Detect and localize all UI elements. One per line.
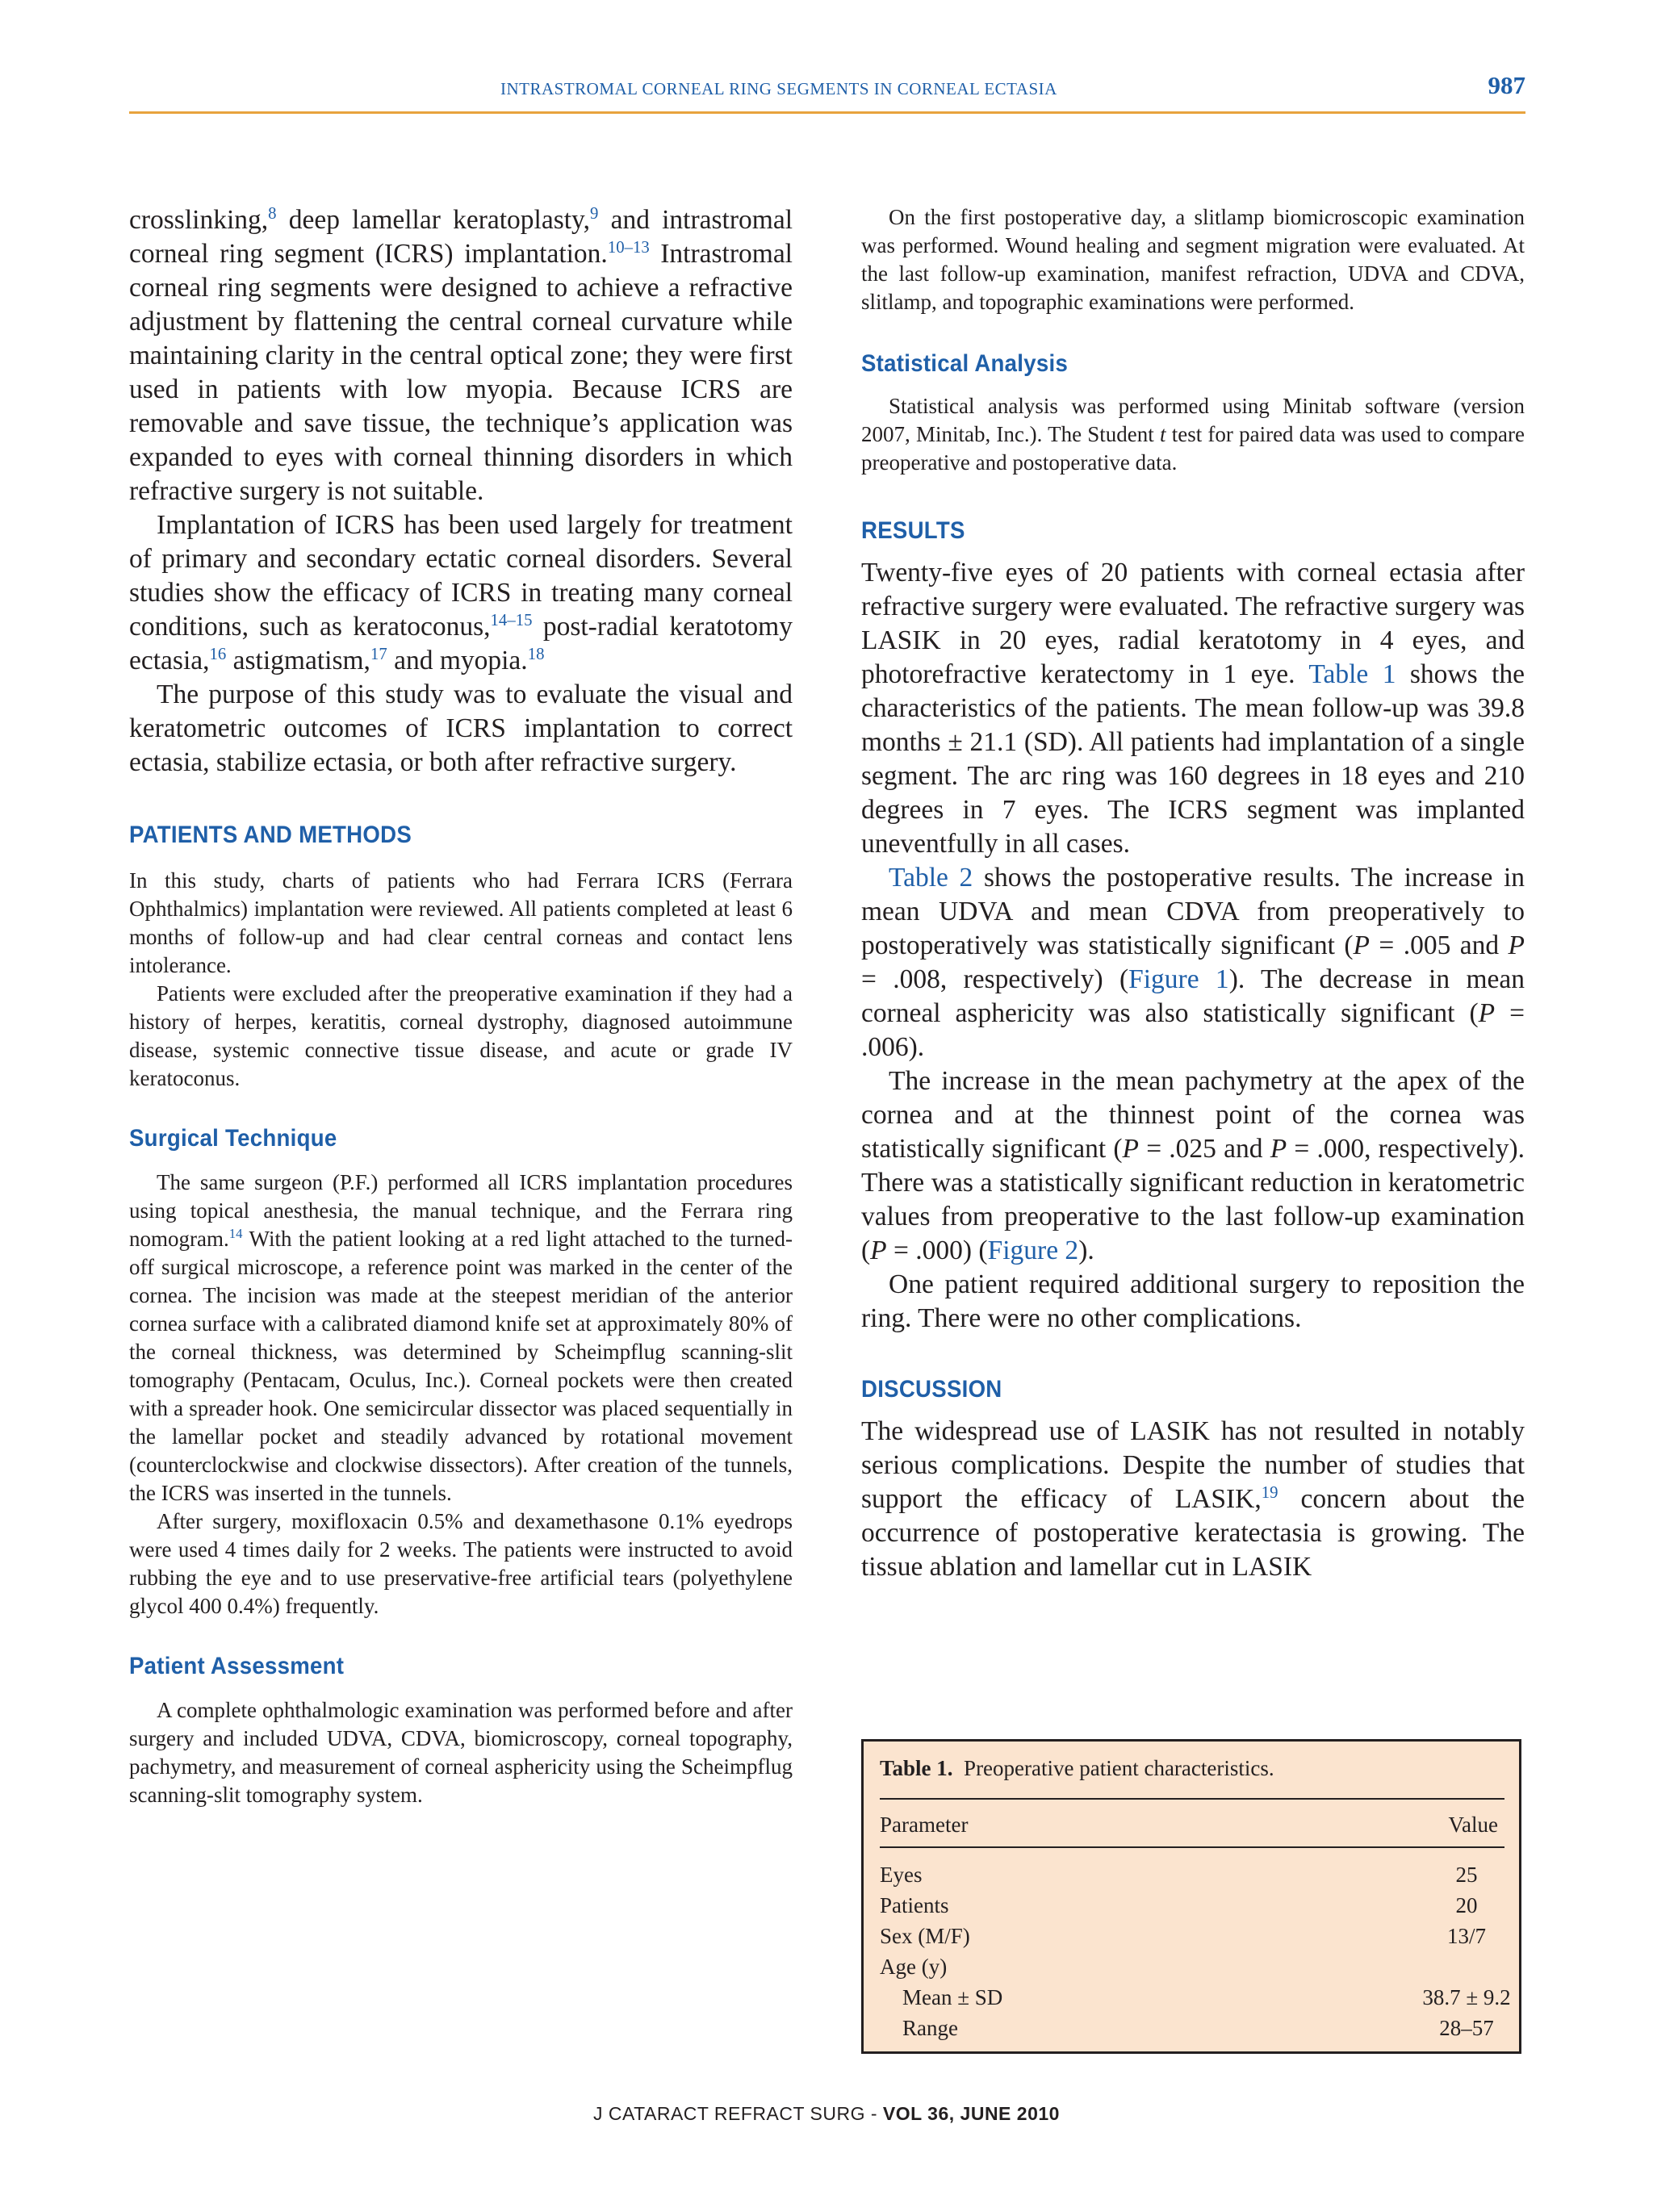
table-cell-value: 28–57: [1439, 2016, 1494, 2040]
right-column: [861, 203, 1525, 1584]
citation-link[interactable]: 14–15: [490, 610, 533, 629]
postop-paragraph: On the first postoperative day, a slitlamp biomicroscopic examination was performed. Wound healing and segment migration were evaluated. At the last follow-up examination, manifest refraction, UDVA and CDVA, slitlamp, and topographic examinations were performed.: [861, 205, 1525, 314]
citation-link[interactable]: 8: [268, 203, 277, 223]
table-cell-param: Age (y): [880, 1955, 948, 1979]
table-header-parameter: Parameter: [880, 1813, 969, 1837]
results-paragraph-4: One patient required additional surgery to reposition the ring. There were no other complications.: [861, 1269, 1525, 1333]
table-cell-value: 20: [1455, 1893, 1478, 1917]
table-cell-value: 38.7 ± 9.2: [1422, 1985, 1511, 2009]
table-header-value: Value: [1448, 1813, 1498, 1837]
citation-link[interactable]: 10–13: [607, 237, 650, 257]
assessment-paragraph: A complete ophthalmologic examination was performed before and after surgery and included UDVA, CDVA, biomicroscopy, corneal topography, pachymetry, and measurement of corneal asphericity using the Scheimpflug scanning-slit tomography system.: [129, 1698, 793, 1807]
figure-1-link[interactable]: Figure 1: [1128, 964, 1229, 994]
subsection-heading-statistics: Statistical Analysis: [861, 350, 1069, 377]
journal-footer: J CATARACT REFRACT SURG - VOL 36, JUNE 2010: [593, 2103, 1060, 2124]
table-2-link[interactable]: Table 2: [889, 863, 973, 893]
table-caption: Table 1. Preoperative patient characteristics.: [880, 1756, 1274, 1780]
section-heading-results: RESULTS: [861, 517, 965, 544]
surgical-paragraph-1: The same surgeon (P.F.) performed all ICRS implantation procedures using topical anesthesia, the manual technique, and the Ferrara ring nomogram.$^{14}$ With the patient looking at a red light attached to the turned-off surgical microscope, a reference point was marked in the center of the cornea. The incision was made at the steepest meridian of the anterior cornea surface with a calibrated diamond knife set at approximately 80% of the corneal thickness, was determined by Scheimpflug scanning-slit tomography (Pentacam, Oculus, Inc.). Corneal pockets were then created with a spreader hook. One semicircular dissector was placed sequentially in the lamellar pocket and steadily advanced by rotational movement (counterclockwise and clockwise dissectors). After creation of the tunnels, the ICRS was inserted in the tunnels.: [129, 1170, 793, 1505]
page-number: 987: [1488, 71, 1525, 99]
citation-link[interactable]: 18: [527, 644, 545, 663]
citation-link[interactable]: 17: [370, 644, 387, 663]
table-cell-param: Eyes: [880, 1863, 923, 1887]
table-cell-value: 25: [1455, 1863, 1478, 1887]
intro-paragraph-2: Implantation of ICRS has been used largely for treatment of primary and secondary ectatic corneal disorders. Several studies show the efficacy of ICRS in treating many corneal conditions, such as keratoconus,$^{14-15}$ post-radial keratotomy ectasia,$^{16}$ astigmatism,$^{17}$ and myopia.$^{18}$: [129, 510, 793, 675]
statistics-paragraph: Statistical analysis was performed using Minitab software (version 2007, Minitab, Inc.). The Student t test for paired data was used to compare preoperative and postoperative data.: [861, 394, 1525, 475]
methods-paragraph-2: Patients were excluded after the preoperative examination if they had a history of herpes, keratitis, corneal dystrophy, diagnosed autoimmune disease, systemic connective tissue disease, and acute or grade IV keratoconus.: [129, 981, 793, 1090]
citation-link[interactable]: 19: [1261, 1482, 1278, 1502]
results-paragraph-3: The increase in the mean pachymetry at the apex of the cornea and at the thinnest point of the cornea was statistically significant (P = .025 and P = .000, respectively). There was a statistically significant reduction in keratometric values from preoperative to the last follow-up examination (P = .000) (Figure 2).: [861, 1066, 1525, 1265]
citation-link[interactable]: 9: [590, 203, 599, 223]
subsection-heading-assessment: Patient Assessment: [129, 1653, 345, 1679]
table-rule-top: [880, 1798, 1504, 1800]
table-cell-value: 13/7: [1446, 1924, 1486, 1948]
table-1: [861, 1739, 1521, 2054]
results-paragraph-1: Twenty-five eyes of 20 patients with corneal ectasia after refractive surgery were evaluated. The refractive surgery was LASIK in 20 eyes, radial keratotomy in 4 eyes, and photorefractive keratectomy in 1 eye. Table 1 shows the characteristics of the patients. The mean follow-up was 39.8 months ± 21.1 (SD). All patients had implantation of a single segment. The arc ring was 160 degrees in 18 eyes and 210 degrees in 7 eyes. The ICRS segment was implanted uneventfully in all cases.: [861, 558, 1525, 859]
intro-paragraph-3: The purpose of this study was to evaluate the visual and keratometric outcomes of ICRS implantation to correct ectasia, stabilize ectasia, or both after refractive surgery.: [129, 679, 793, 777]
table-cell-param: Mean ± SD: [902, 1985, 1003, 2009]
table-rule-mid: [880, 1846, 1504, 1848]
table-cell-param: Patients: [880, 1893, 949, 1917]
running-header: [129, 71, 1525, 114]
section-heading-methods: PATIENTS AND METHODS: [129, 822, 412, 848]
table-cell-param: Range: [902, 2016, 958, 2040]
intro-paragraph-1: crosslinking,$^8$ deep lamellar keratoplasty,$^9$ and intrastromal corneal ring segment (ICRS) implantation.$^{10-13}$ Intrastromal corneal ring segments were designed to achieve a refractive adjustment by flattening the central corneal curvature while maintaining clarity in the central optical zone; they were first used in patients with low myopia. Because ICRS are removable and save tissue, the technique’s application was expanded to eyes with corneal thinning disorders in which refractive surgery is not suitable.: [129, 203, 793, 506]
figure-2-link[interactable]: Figure 2: [987, 1236, 1079, 1265]
citation-link[interactable]: 16: [209, 644, 227, 663]
left-column: [129, 203, 793, 1809]
citation-link[interactable]: 14: [228, 1226, 243, 1241]
section-heading-discussion: DISCUSSION: [861, 1376, 1002, 1403]
discussion-paragraph: The widespread use of LASIK has not resulted in notably serious complications. Despite the number of studies that support the efficacy of LASIK,$^{19}$ concern about the occurrence of postoperative keratectasia is growing. The tissue ablation and lamellar cut in LASIK: [861, 1416, 1525, 1582]
table-1-link[interactable]: Table 1: [1308, 659, 1396, 689]
surgical-paragraph-2: After surgery, moxifloxacin 0.5% and dexamethasone 0.1% eyedrops were used 4 times daily for 2 weeks. The patients were instructed to avoid rubbing the eye and to use preservative-free artificial tears (polyethylene glycol 400 0.4%) frequently.: [129, 1509, 793, 1618]
methods-paragraph-1: In this study, charts of patients who had Ferrara ICRS (Ferrara Ophthalmics) implantation were reviewed. All patients completed at least 6 months of follow-up and had clear central corneas and contact lens intolerance.: [129, 868, 793, 977]
subsection-heading-surgical: Surgical Technique: [129, 1125, 337, 1152]
table-cell-param: Sex (M/F): [880, 1924, 970, 1948]
running-title: INTRASTROMAL CORNEAL RING SEGMENTS IN CORNEAL ECTASIA: [500, 79, 1057, 98]
results-paragraph-2: Table 2 shows the postoperative results. The increase in mean UDVA and mean CDVA from preoperatively to postoperatively was statistically significant (P = .005 and P = .008, respectively) (Figure 1). The decrease in mean corneal asphericity was also statistically significant (P = .006).: [861, 863, 1525, 1062]
